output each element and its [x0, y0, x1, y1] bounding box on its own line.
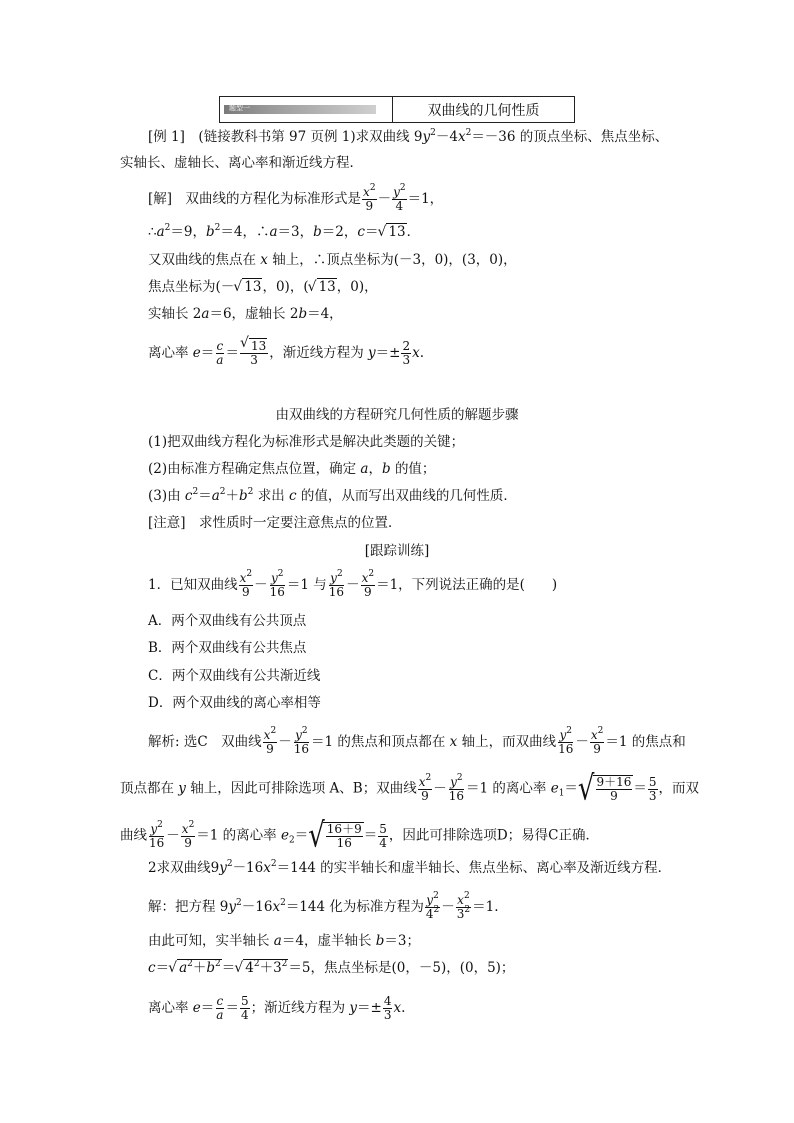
answer-2-line-4: 离心率 e＝ $\frac{c}{a}$ ＝ $\frac{5}{4}$ ；渐近线方程为 y＝± $\frac{4}{3}$ x. — [148, 994, 406, 1022]
option-a: A．两个双曲线有公共顶点 — [148, 613, 307, 629]
solution-line-1: [解] 双曲线的方程化为标准形式是 $\frac{x^2}{9}$ － $\frac{y^2}{4}$ ＝1， — [148, 183, 444, 213]
example1-stem: [例 1] (链接教科书第 97 页例 1)求双曲线 $9y^2-4x^2=-36$ 的顶点坐标、焦点坐标、 — [148, 128, 669, 145]
question-2: 2求双曲线$9y^2-16x^2=144$ 的实半轴长和虚半轴长、焦点坐标、离心率及渐近线方程． — [148, 859, 672, 876]
method-step-3: (3)由 $c^2=a^2+b^2$ 求出 c 的值，从而写出双曲线的几何性质． — [148, 487, 517, 504]
method-step-1: (1)把双曲线方程化为标准形式是解决此类题的关键； — [148, 434, 465, 450]
practice-title: [跟踪训练] — [364, 543, 430, 559]
question-1: 1．已知双曲线 $\frac{x^2}{9}$ － $\frac{y^2}{16}$ ＝1 与 $\frac{y^2}{16}$ － $\frac{x^2}{9}$ ＝1，下列说法正确的是( ) — [148, 569, 558, 599]
option-c: C．两个双曲线有公共渐近线 — [148, 668, 321, 684]
method-title: 由双曲线的方程研究几何性质的解题步骤 — [275, 407, 519, 423]
analysis-line-3: 曲线 $\frac{y^2}{16}$ － $\frac{x^2}{9}$ ＝1 的离心率 $e_2=$ √ $\frac{16+9}{16}$ ＝ $\frac{5}{4}$ ，因此可排除选项D；易得C正确． — [120, 816, 599, 856]
solution-line-6: 离心率 e＝ $\frac{c}{a}$ ＝ √ $\frac{13}{3}$ ，渐近线方程为 y＝± $\frac{2}{3}$ x. — [148, 340, 424, 367]
answer-2-line-1: 解：把方程 $9y^2-16x^2=144$ 化为标准方程为 $\frac{y^2}{4^2}$ － $\frac{x^2}{3^2}$ ＝1. — [148, 891, 499, 921]
solution-line-5: 实轴长 2a＝6，虚轴长 2b＝4， — [148, 306, 343, 322]
section-badge: 题型一 — [229, 104, 250, 112]
example1-stem-line2: 实轴长、虚轴长、离心率和渐近线方程． — [120, 155, 363, 171]
section-title: 双曲线的几何性质 — [427, 102, 540, 119]
section-badge-cell — [220, 97, 393, 122]
solution-line-4: 焦点坐标为(－√ 13，0)，(√ 13，0)， — [148, 277, 378, 297]
option-b: B．两个双曲线有公共焦点 — [148, 640, 307, 656]
method-note: [注意] 求性质时一定要注意焦点的位置． — [148, 515, 402, 531]
answer-2-line-3: c＝√ $a^2+b^2=√$ $4^2+3^2=5$，焦点坐标是(0，－5)，(0，5)； — [148, 958, 514, 978]
solution-line-3: 又双曲线的焦点在 x 轴上，∴顶点坐标为(－3，0)，(3，0)， — [148, 252, 517, 268]
method-step-2: (2)由标准方程确定焦点位置，确定 a，b 的值； — [148, 461, 436, 477]
analysis-line-1: 解析: 选C 双曲线 $\frac{x^2}{9}$ － $\frac{y^2}{16}$ ＝1 的焦点和顶点都在 x 轴上，而双曲线 $\frac{y^2}{16}$ － $\frac{x^2}{9}$ ＝1 的焦点和 — [148, 726, 686, 756]
section-header — [219, 96, 575, 123]
answer-2-line-2: 由此可知，实半轴长 a＝4，虚半轴长 b＝3； — [148, 933, 420, 949]
solution-line-2: $\therefore a^2=9$，$b^2=4$，∴a＝3，b＝2，c＝√ 13． — [148, 222, 420, 242]
analysis-line-2: 顶点都在 y 轴上，因此可排除选项 A、B；双曲线 $\frac{x^2}{9}$ － $\frac{y^2}{16}$ ＝1 的离心率 $e_1=$ √ $\frac{9+16}{9}$ ＝ $\frac{5}{3}$ ，而双 — [120, 769, 700, 809]
option-d: D．两个双曲线的离心率相等 — [148, 695, 321, 711]
section-badge-strip — [224, 105, 376, 114]
